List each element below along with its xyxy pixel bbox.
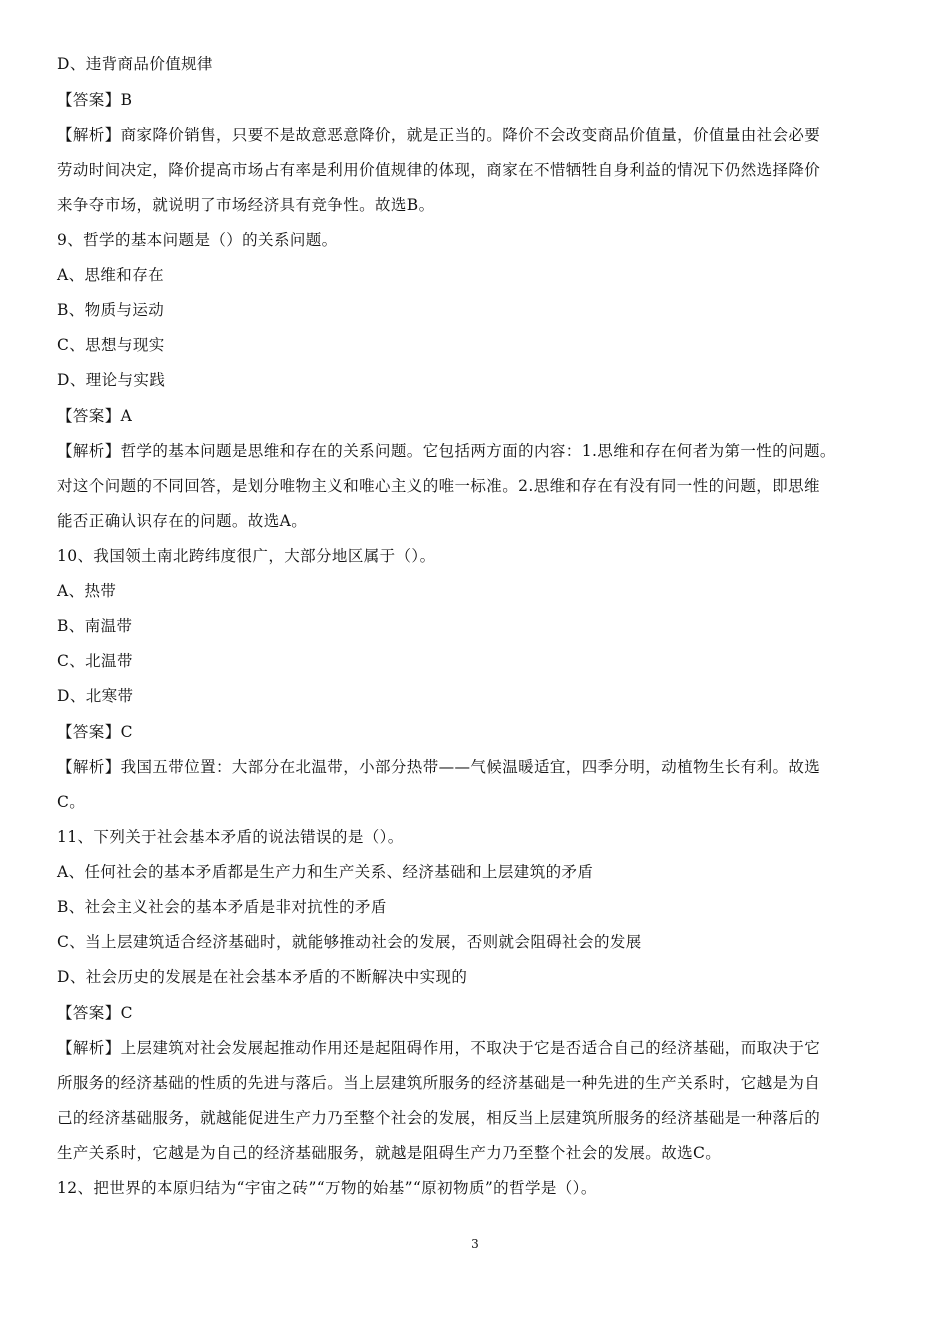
explanation-8-line-3: 来争夺市场，就说明了市场经济具有竞争性。故选B。	[57, 196, 435, 214]
option-9a: A、思维和存在	[57, 266, 164, 284]
question-9: 9、哲学的基本问题是（）的关系问题。	[57, 231, 338, 249]
option-10a: A、热带	[57, 582, 117, 600]
explanation-10-line-2: C。	[57, 793, 86, 811]
explanation-9-line-1: 【解析】哲学的基本问题是思维和存在的关系问题。它包括两方面的内容：1.思维和存在何者为第一性的问题。	[57, 442, 836, 460]
explanation-11-line-2: 所服务的经济基础的性质的先进与落后。当上层建筑所服务的经济基础是一种先进的生产关系时，它越是为自	[57, 1074, 821, 1092]
option-8d: D、违背商品价值规律	[57, 55, 213, 73]
answer-10: 【答案】C	[57, 723, 133, 741]
answer-9: 【答案】A	[57, 407, 133, 425]
option-10c: C、北温带	[57, 652, 133, 670]
option-9d: D、理论与实践	[57, 371, 166, 389]
option-11c: C、当上层建筑适合经济基础时，就能够推动社会的发展，否则就会阻碍社会的发展	[57, 933, 642, 951]
option-11b: B、社会主义社会的基本矛盾是非对抗性的矛盾	[57, 898, 387, 916]
explanation-9-line-2: 对这个问题的不同回答，是划分唯物主义和唯心主义的唯一标准。2.思维和存在有没有同一性的问题，即思维	[57, 477, 820, 495]
option-10d: D、北寒带	[57, 687, 134, 705]
explanation-9-line-3: 能否正确认识存在的问题。故选A。	[57, 512, 308, 530]
answer-11: 【答案】C	[57, 1004, 133, 1022]
question-11: 11、下列关于社会基本矛盾的说法错误的是（）。	[57, 828, 404, 846]
explanation-11-line-3: 己的经济基础服务，就越能促进生产力乃至整个社会的发展，相反当上层建筑所服务的经济基础是一种落后的	[57, 1109, 821, 1127]
option-9c: C、思想与现实	[57, 336, 165, 354]
explanation-11-line-4: 生产关系时，它越是为自己的经济基础服务，就越是阻碍生产力乃至整个社会的发展。故选C。	[57, 1144, 722, 1162]
option-11d: D、社会历史的发展是在社会基本矛盾的不断解决中实现的	[57, 968, 468, 986]
option-11a: A、任何社会的基本矛盾都是生产力和生产关系、经济基础和上层建筑的矛盾	[57, 863, 594, 881]
explanation-8-line-1: 【解析】商家降价销售，只要不是故意恶意降价，就是正当的。降价不会改变商品价值量，价值量由社会必要	[57, 126, 821, 144]
question-10: 10、我国领土南北跨纬度很广，大部分地区属于（）。	[57, 547, 436, 565]
explanation-10-line-1: 【解析】我国五带位置：大部分在北温带，小部分热带——气候温暖适宜，四季分明，动植物生长有利。故选	[57, 758, 821, 776]
page-number: 3	[471, 1237, 479, 1251]
option-9b: B、物质与运动	[57, 301, 165, 319]
question-12: 12、把世界的本原归结为“宇宙之砖”“万物的始基”“原初物质”的哲学是（）。	[57, 1179, 597, 1197]
answer-8: 【答案】B	[57, 91, 133, 109]
explanation-8-line-2: 劳动时间决定，降价提高市场占有率是利用价值规律的体现，商家在不惜牺牲自身利益的情况下仍然选择降价	[57, 161, 821, 179]
explanation-11-line-1: 【解析】上层建筑对社会发展起推动作用还是起阻碍作用，不取决于它是否适合自己的经济基础，而取决于它	[57, 1039, 821, 1057]
option-10b: B、南温带	[57, 617, 133, 635]
